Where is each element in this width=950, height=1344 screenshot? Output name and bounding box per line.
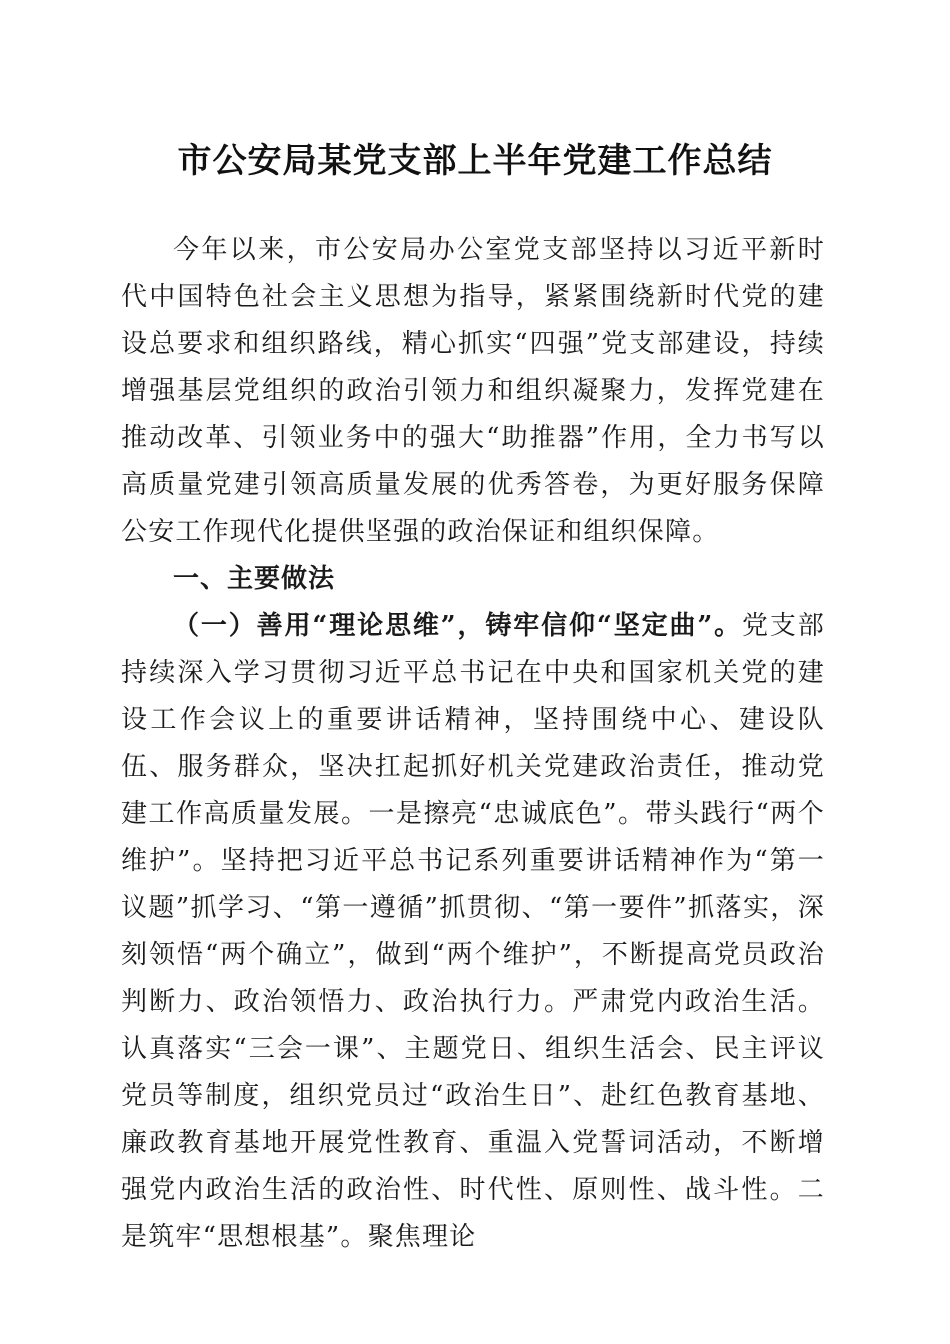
subsection-paragraph-1 — [121, 603, 825, 1261]
document-body — [121, 227, 825, 1261]
subsection-heading-1: （一）善用“理论思维”，铸牢信仰“坚定曲”。 — [173, 611, 743, 641]
section-heading-main-practices: 一、主要做法 — [173, 564, 336, 594]
intro-paragraph: 今年以来，市公安局办公室党支部坚持以习近平新时代中国特色社会主义思想为指导，紧紧围绕新时代党的建设总要求和组织路线，精心抓实“四强”党支部建设，持续增强基层党组织的政治引领力和组织凝聚力，发挥党建在推动改革、引领业务中的强大“助推器”作用，全力书写以高质量党建引领高质量发展的优秀答卷，为更好服务保障公安工作现代化提供坚强的政治保证和组织保障。 — [121, 235, 825, 547]
document-title: 市公安局某党支部上半年党建工作总结 — [177, 141, 773, 181]
subsection-body-1: 党支部持续深入学习贯彻习近平总书记在中央和国家机关党的建设工作会议上的重要讲话精神，坚持围绕中心、建设队伍、服务群众，坚决扛起抓好机关党建政治责任，推动党建工作高质量发展。一是擦亮“忠诚底色”。带头践行“两个维护”。坚持把习近平总书记系列重要讲话精神作为“第一议题”抓学习、“第一遵循”抓贯彻、“第一要件”抓落实，深刻领悟“两个确立”，做到“两个维护”，不断提高党员政治判断力、政治领悟力、政治执行力。严肃党内政治生活。认真落实“三会一课”、主题党日、组织生活会、民主评议党员等制度，组织党员过“政治生日”、赴红色教育基地、廉政教育基地开展党性教育、重温入党誓词活动，不断增强党内政治生活的政治性、时代性、原则性、战斗性。二是筑牢“思想根基”。聚焦理论 — [121, 611, 825, 1252]
